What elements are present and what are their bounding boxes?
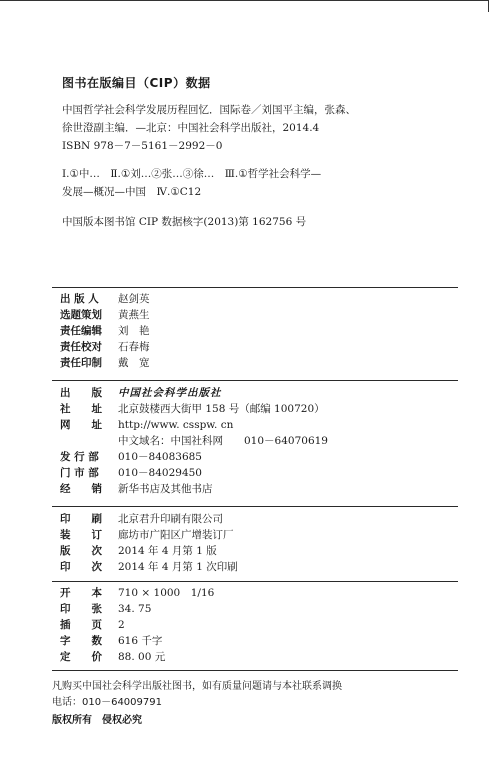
spec-row	[60, 618, 440, 633]
printing-value: 北京君升印刷有限公司	[118, 513, 223, 525]
publisher-website: http://www. csspw. cn	[118, 419, 234, 431]
staff-row	[60, 340, 440, 355]
cip-record-number: 中国版本图书馆 CIP 数据核字(2013)第 162756 号	[62, 216, 307, 228]
cip-isbn: ISBN 978－7－5161－2992－0	[62, 140, 223, 152]
printing-value: 2014 年 4 月第 1 版	[118, 545, 217, 557]
printing-label: 印 次	[60, 561, 102, 573]
cip-title: 图书在版编目（CIP）数据	[62, 76, 211, 90]
cip-line-2: 徐世澄副主编．—北京：中国社会科学出版社，2014.4	[62, 122, 320, 134]
spec-row	[60, 650, 440, 665]
staff-label: 责任印制	[60, 357, 102, 369]
spec-label: 印 张	[60, 603, 102, 615]
crop-mark	[488, 0, 489, 12]
divider-4	[52, 581, 458, 582]
service-phone: 电话：010－64009791	[52, 697, 162, 708]
publisher-name: 中国社会科学出版社	[118, 387, 222, 399]
staff-value: 赵剑英	[118, 293, 150, 305]
spec-row	[60, 602, 440, 617]
divider-3	[52, 506, 458, 507]
publisher-label: 出 版	[60, 387, 102, 399]
spec-value: 710 × 1000 1/16	[118, 587, 215, 599]
cip-line-1: 中国哲学社会科学发展历程回忆．国际卷／刘国平主编，张森、	[62, 104, 356, 116]
staff-row	[60, 308, 440, 323]
top-border-line	[0, 0, 488, 1]
staff-label: 出 版 人	[60, 293, 99, 305]
publisher-label: 发 行 部	[60, 451, 99, 463]
publisher-address: 北京鼓楼西大街甲 158 号（邮编 100720）	[118, 403, 325, 415]
divider-2	[52, 380, 458, 381]
printing-label: 装 订	[60, 529, 102, 541]
printing-label: 版 次	[60, 545, 102, 557]
distributor: 新华书店及其他书店	[118, 483, 213, 495]
staff-value: 黄燕生	[118, 309, 150, 321]
spec-value: 34. 75	[118, 603, 152, 615]
publisher-row	[60, 418, 450, 433]
spec-value: 616 千字	[118, 635, 163, 647]
copyright-notice: 版权所有 侵权必究	[52, 715, 142, 726]
spec-value: 88. 00 元	[118, 651, 166, 663]
spec-label: 开 本	[60, 587, 102, 599]
staff-label: 选题策划	[60, 309, 102, 321]
publisher-row	[60, 466, 450, 481]
publisher-row	[60, 482, 450, 497]
printing-value: 廊坊市广阳区广增装订厂	[118, 529, 234, 541]
quality-notice: 凡购买中国社会科学出版社图书，如有质量问题请与本社联系调换	[52, 681, 342, 692]
cip-classification-1: Ⅰ.①中… Ⅱ.①刘…②张…③徐… Ⅲ.①哲学社会科学—	[62, 168, 322, 180]
publisher-row	[60, 386, 450, 401]
divider-1	[52, 287, 458, 288]
publisher-row	[60, 434, 450, 449]
spec-row	[60, 586, 440, 601]
publisher-label: 社 址	[60, 403, 102, 415]
spec-label: 插 页	[60, 619, 102, 631]
cip-classification-2: 发展—概况—中国 Ⅳ.①C12	[62, 186, 202, 198]
staff-value: 刘 艳	[118, 325, 150, 337]
publisher-domain-phone: 中文域名：中国社科网 010－64070619	[118, 435, 328, 447]
staff-value: 戴 宽	[118, 357, 150, 369]
spec-row	[60, 634, 440, 649]
store-phone: 010－84029450	[118, 467, 202, 479]
staff-row	[60, 356, 440, 371]
staff-row	[60, 292, 440, 307]
publisher-row	[60, 450, 450, 465]
publisher-label: 门 市 部	[60, 467, 99, 479]
printing-row	[60, 544, 440, 559]
publisher-label: 网 址	[60, 419, 102, 431]
distribution-phone: 010－84083685	[118, 451, 202, 463]
printing-row	[60, 528, 440, 543]
staff-label: 责任校对	[60, 341, 102, 353]
publisher-label: 经 销	[60, 483, 102, 495]
spec-label: 定 价	[60, 651, 102, 663]
printing-value: 2014 年 4 月第 1 次印刷	[118, 561, 238, 573]
staff-label: 责任编辑	[60, 325, 102, 337]
spec-value: 2	[118, 619, 125, 631]
staff-value: 石春梅	[118, 341, 150, 353]
publisher-row	[60, 402, 450, 417]
spec-label: 字 数	[60, 635, 102, 647]
printing-row	[60, 512, 440, 527]
printing-label: 印 刷	[60, 513, 102, 525]
staff-row	[60, 324, 440, 339]
printing-row	[60, 560, 440, 575]
divider-5	[52, 670, 458, 671]
